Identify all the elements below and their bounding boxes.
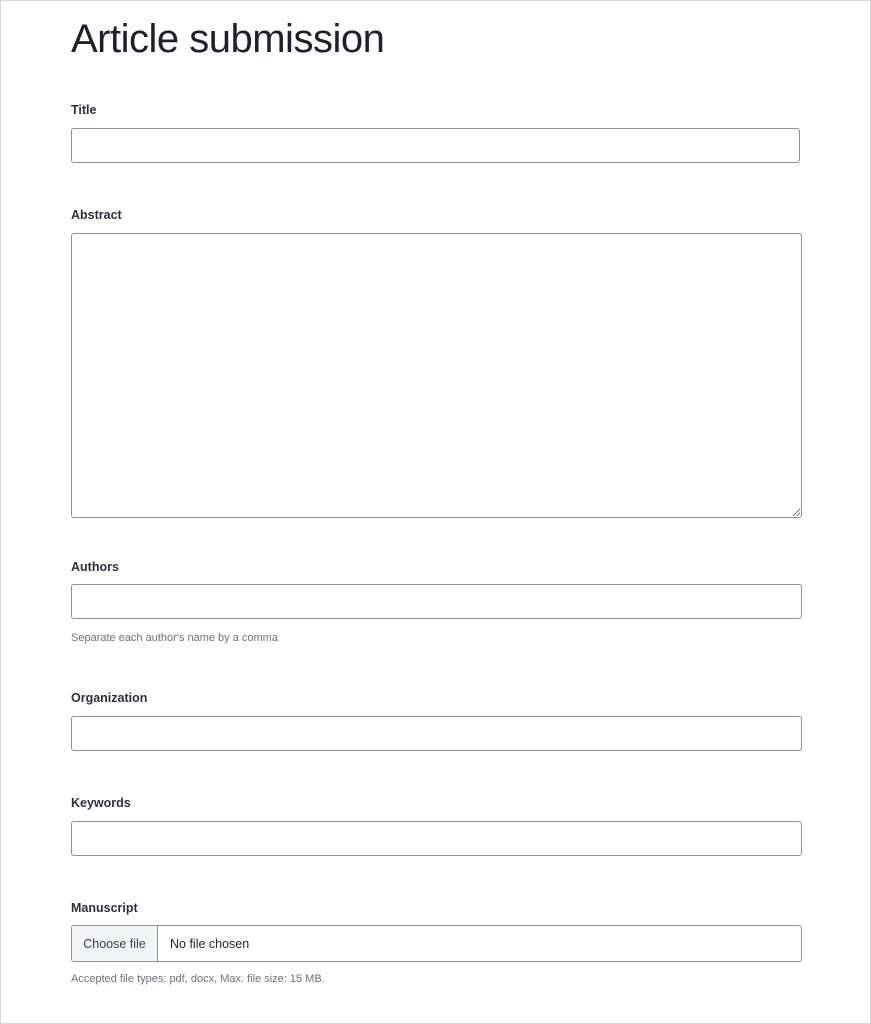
abstract-label: Abstract: [71, 208, 122, 222]
authors-help-text: Separate each author's name by a comma: [71, 632, 278, 644]
organization-input[interactable]: [71, 716, 802, 751]
manuscript-label: Manuscript: [71, 901, 138, 915]
authors-input[interactable]: [71, 584, 802, 619]
choose-file-button[interactable]: Choose file: [72, 926, 158, 961]
authors-label: Authors: [71, 560, 119, 574]
file-status-text: No file chosen: [170, 936, 250, 951]
manuscript-file-input[interactable]: [71, 925, 802, 962]
title-label: Title: [71, 103, 97, 117]
keywords-label: Keywords: [71, 796, 131, 810]
abstract-textarea[interactable]: [71, 233, 802, 518]
keywords-input[interactable]: [71, 821, 802, 856]
organization-label: Organization: [71, 691, 148, 705]
title-input[interactable]: [71, 128, 800, 163]
page-title: Article submission: [71, 17, 385, 61]
manuscript-help-text: Accepted file types: pdf, docx, Max. file size: 15 MB.: [71, 973, 325, 985]
